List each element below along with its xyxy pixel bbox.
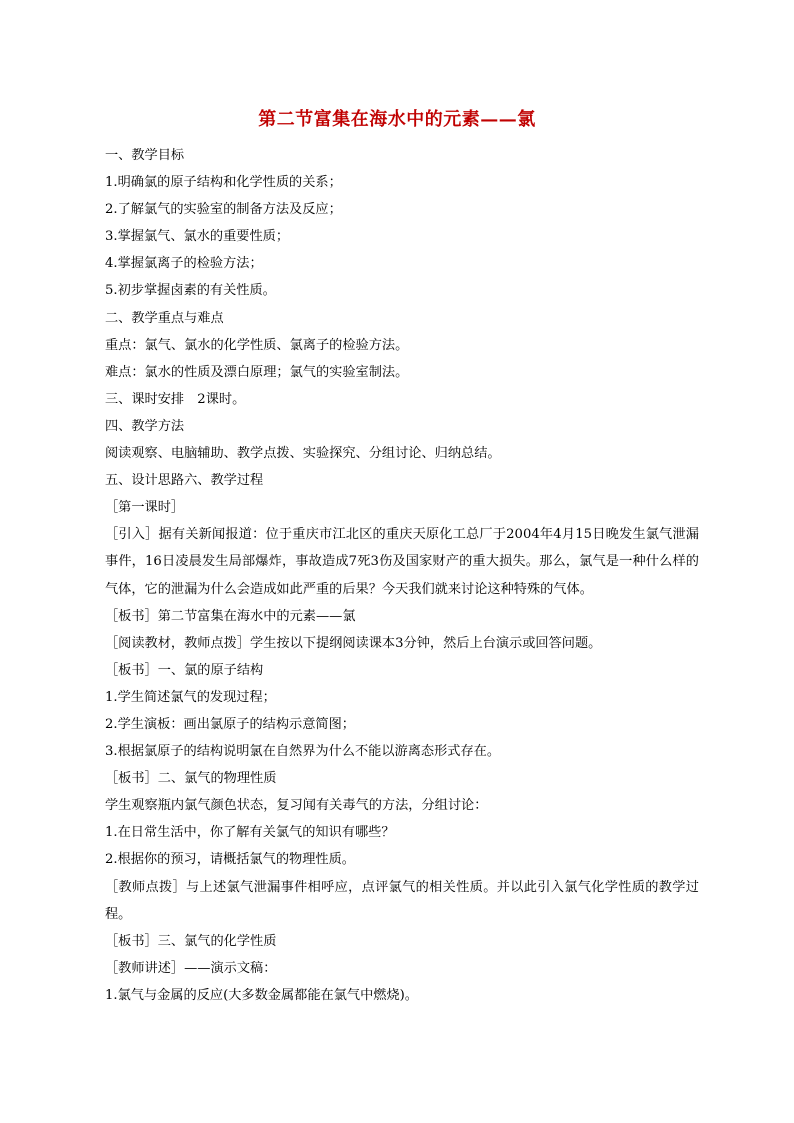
objective-item: 2.了解氯气的实验室的制备方法及反应； (105, 202, 342, 218)
methods-text: 阅读观察、电脑辅助、教学点拨、实验探究、分组讨论、归纳总结。 (105, 446, 501, 462)
heading-schedule: 三、课时安排 2课时。 (105, 391, 246, 407)
reading-note: ［阅读教材，教师点拨］学生按以下提纲阅读课本3分钟，然后上台演示或回答问题。 (105, 635, 602, 651)
list-item: 1.在日常生活中，你了解有关氯气的知识有哪些？ (105, 825, 395, 841)
list-item: 3.根据氯原子的结构说明氯在自然界为什么不能以游离态形式存在。 (105, 744, 501, 760)
objective-item: 4.掌握氯离子的检验方法； (105, 256, 263, 272)
list-item: 1.氯气与金属的反应(大多数金属都能在氯气中燃烧)。 (105, 987, 418, 1003)
list-item: 1.学生简述氯气的发现过程； (105, 689, 276, 705)
heading-methods: 四、教学方法 (105, 418, 185, 434)
objective-item: 1.明确氯的原子结构和化学性质的关系； (105, 175, 342, 191)
observation-text: 学生观察瓶内氯气颜色状态，复习闻有关毒气的方法，分组讨论： (105, 798, 488, 814)
heading-objectives: 一、教学目标 (105, 148, 185, 163)
intro-paragraph: ［引入］据有关新闻报道：位于重庆市江北区的重庆天原化工总厂于2004年4月15日晚发生氯气泄漏事件，16日凌晨发生局部爆炸，事故造成7死3伤及国家财产的重大损失。那么，氯气是一种什么样的气体，它的泄漏为什么会造成如此严重的后果？今天我们就来讨论这种特殊的气体。 (105, 527, 699, 597)
document-body (105, 142, 699, 1009)
teacher-lecture: ［教师讲述］——演示文稿： (105, 960, 277, 976)
board-note: ［板书］二、氯气的物理性质 (105, 771, 277, 787)
heading-process: 五、设计思路六、教学过程 (105, 473, 264, 489)
difficult-point: 难点：氯水的性质及漂白原理；氯气的实验室制法。 (105, 364, 409, 380)
objective-item: 3.掌握氯气、氯水的重要性质； (105, 229, 290, 245)
list-item: 2.根据你的预习，请概括氯气的物理性质。 (105, 852, 355, 868)
document-title: 第二节富集在海水中的元素——氯 (258, 109, 536, 130)
key-point: 重点：氯气、氯水的化学性质、氯离子的检验方法。 (105, 337, 409, 353)
teacher-note: ［教师点拨］与上述氯气泄漏事件相呼应，点评氯气的相关性质。并以此引入氯气化学性质的教学过程。 (105, 879, 699, 922)
objective-item: 5.初步掌握卤素的有关性质。 (105, 283, 276, 299)
board-note: ［板书］第二节富集在海水中的元素——氯 (105, 608, 356, 624)
heading-key-points: 二、教学重点与难点 (105, 310, 224, 326)
board-note: ［板书］三、氯气的化学性质 (105, 933, 277, 949)
board-note: ［板书］一、氯的原子结构 (105, 662, 264, 678)
list-item: 2.学生演板：画出氯原子的结构示意简图； (105, 716, 355, 732)
lesson-label: ［第一课时］ (105, 500, 185, 516)
